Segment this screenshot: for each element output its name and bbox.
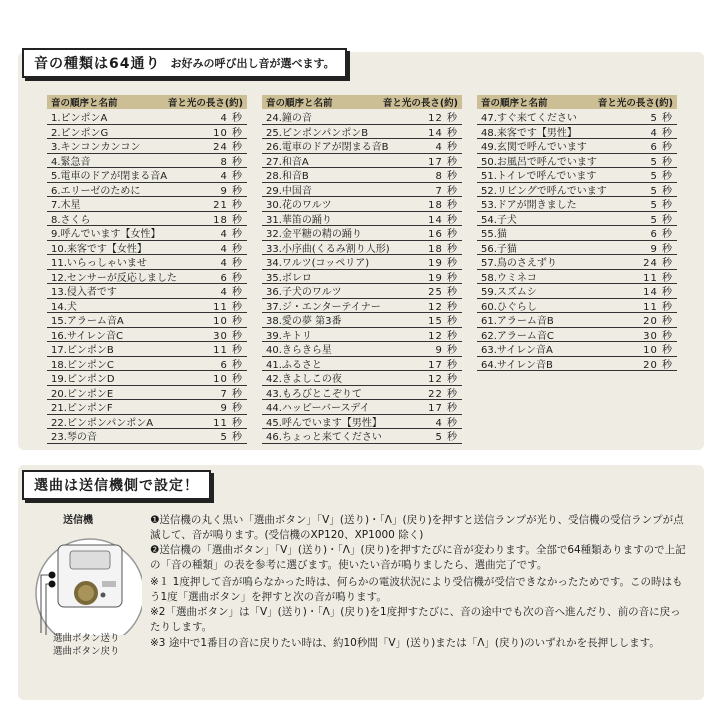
sound-row xyxy=(477,255,677,270)
sound-length: 12 秒 xyxy=(428,374,458,386)
sound-row xyxy=(47,139,247,154)
table-header xyxy=(47,95,247,109)
sound-name: 41.ふるさと xyxy=(266,359,322,371)
sound-length: 18 秒 xyxy=(428,243,458,255)
sound-name: 32.金平糖の精の踊り xyxy=(266,229,362,241)
sound-length: 20 秒 xyxy=(643,359,673,371)
sound-name: 29.中国音 xyxy=(266,185,312,197)
transmitter-label: 送信機 xyxy=(63,515,93,526)
instruction-step-2: ❷送信機の「選曲ボタン」「V」(送り)・「Λ」(戻り)を押すたびに音が変わります。全部で64種類ありますので上記の「音の種類」の表を参考に選びます。使いたい音が鳴りましたら、選曲完了です。 xyxy=(150,544,686,571)
sound-name: 64.サイレン音B xyxy=(481,359,553,371)
sound-name: 42.きよしこの夜 xyxy=(266,374,342,386)
sound-row xyxy=(262,429,462,444)
sound-row xyxy=(47,226,247,241)
sound-row xyxy=(477,226,677,241)
table-header-name: 音の順序と名前 xyxy=(51,98,118,109)
sound-name: 23.琴の音 xyxy=(51,432,97,444)
sound-row xyxy=(262,183,462,198)
sound-name: 25.ピンポンパンポンB xyxy=(266,127,369,139)
sound-length: 4 秒 xyxy=(220,171,243,183)
sound-length: 10 秒 xyxy=(213,127,243,139)
sound-length: 14 秒 xyxy=(428,127,458,139)
sound-length: 18 秒 xyxy=(428,200,458,212)
sound-length: 5 秒 xyxy=(435,432,458,444)
sound-name: 11.いらっしゃいませ xyxy=(51,258,147,270)
sound-name: 56.子猫 xyxy=(481,243,517,255)
sound-row xyxy=(47,197,247,212)
sound-row xyxy=(47,212,247,227)
sound-row xyxy=(47,328,247,343)
sound-length: 10 秒 xyxy=(643,345,673,357)
table-header-name: 音の順序と名前 xyxy=(266,98,333,109)
sound-name: 58.ウミネコ xyxy=(481,272,537,284)
sound-row xyxy=(262,284,462,299)
sound-length: 5 秒 xyxy=(650,113,673,125)
sound-name: 24.鐘の音 xyxy=(266,113,312,125)
sound-length: 17 秒 xyxy=(428,403,458,415)
sound-name: 3.キンコンカンコン xyxy=(51,142,141,154)
sound-row xyxy=(262,110,462,125)
sound-length: 6 秒 xyxy=(650,229,673,241)
sound-name: 54.子犬 xyxy=(481,214,517,226)
sound-row xyxy=(47,429,247,444)
sound-name: 46.ちょっと来てください xyxy=(266,432,382,444)
sound-name: 6.エリーゼのために xyxy=(51,185,141,197)
sound-row xyxy=(262,226,462,241)
sound-row xyxy=(262,197,462,212)
sound-name: 27.和音A xyxy=(266,156,309,168)
table-header-length: 音と光の長さ(約) xyxy=(167,98,243,109)
sound-length: 8 秒 xyxy=(435,171,458,183)
sound-name: 61.アラーム音B xyxy=(481,316,554,328)
instruction-note-1: ※１ 1度押して音が鳴らなかった時は、何らかの電波状況により受信機が受信できなかったためです。この時はもう1度「選曲ボタン」を押すと次の音が鳴ります。 xyxy=(150,576,683,603)
sound-name: 47.すぐ来てください xyxy=(481,113,577,125)
sound-row xyxy=(262,357,462,372)
sound-name: 4.緊急音 xyxy=(51,156,91,168)
sound-name: 60.ひぐらし xyxy=(481,301,537,313)
table-header-length: 音と光の長さ(約) xyxy=(382,98,458,109)
sound-length: 22 秒 xyxy=(428,388,458,400)
sound-row xyxy=(477,357,677,372)
sound-length: 10 秒 xyxy=(213,316,243,328)
sound-name: 37.ジ・エンターテイナー xyxy=(266,301,381,313)
sound-table-3 xyxy=(477,95,677,371)
sound-name: 36.子犬のワルツ xyxy=(266,287,342,299)
sound-length: 4 秒 xyxy=(220,229,243,241)
sound-row xyxy=(262,386,462,401)
sound-length: 16 秒 xyxy=(428,229,458,241)
sound-row xyxy=(477,342,677,357)
sound-name: 34.ワルツ(コッペリア) xyxy=(266,258,370,270)
sound-row xyxy=(47,299,247,314)
sound-length: 19 秒 xyxy=(428,258,458,270)
sound-length: 5 秒 xyxy=(650,171,673,183)
sound-row xyxy=(262,139,462,154)
sound-length: 12 秒 xyxy=(428,330,458,342)
instruction-note-2: ※2「選曲ボタン」は「V」(送り)・「Λ」(戻り)を1度押すたびに、音の途中でも次の音へ進んだり、前の音に戻ったりします。 xyxy=(150,606,681,633)
sound-length: 4 秒 xyxy=(220,287,243,299)
sound-row xyxy=(47,110,247,125)
sound-name: 44.ハッピーバースデイ xyxy=(266,403,370,415)
sound-name: 13.侵入者です xyxy=(51,287,117,299)
sound-row xyxy=(47,270,247,285)
sound-row xyxy=(262,255,462,270)
sound-length: 5 秒 xyxy=(220,432,243,444)
sound-length: 4 秒 xyxy=(435,142,458,154)
sound-row xyxy=(477,168,677,183)
sound-row xyxy=(47,415,247,430)
sound-length: 20 秒 xyxy=(643,316,673,328)
sound-types-header xyxy=(22,48,347,78)
sound-name: 12.センサーが反応しました xyxy=(51,272,177,284)
sound-length: 9 秒 xyxy=(650,243,673,255)
power-icon xyxy=(101,593,106,598)
sound-length: 11 秒 xyxy=(643,301,673,313)
sound-name: 59.スズムシ xyxy=(481,287,537,299)
sound-row xyxy=(262,241,462,256)
sound-length: 7 秒 xyxy=(220,388,243,400)
call-button-inner-icon xyxy=(78,585,94,601)
sound-name: 8.さくら xyxy=(51,214,91,226)
sound-length: 9 秒 xyxy=(220,403,243,415)
sound-name: 45.呼んでいます【男性】 xyxy=(266,417,382,429)
sound-length: 8 秒 xyxy=(220,156,243,168)
sound-row xyxy=(47,342,247,357)
sound-length: 21 秒 xyxy=(213,200,243,212)
sound-length: 6 秒 xyxy=(220,359,243,371)
sound-row xyxy=(47,284,247,299)
sound-length: 15 秒 xyxy=(428,316,458,328)
sound-row xyxy=(47,255,247,270)
sound-name: 26.電車のドアが閉まる音B xyxy=(266,142,389,154)
sound-row xyxy=(47,357,247,372)
sound-length: 5 秒 xyxy=(650,185,673,197)
sound-length: 30 秒 xyxy=(643,330,673,342)
sound-types-subtitle: お好みの呼び出し音が選べます。 xyxy=(170,57,335,70)
sound-name: 31.華笛の踊り xyxy=(266,214,332,226)
sound-row xyxy=(262,168,462,183)
table-header xyxy=(262,95,462,109)
sound-length: 17 秒 xyxy=(428,156,458,168)
sound-name: 16.サイレン音C xyxy=(51,330,123,342)
sound-length: 12 秒 xyxy=(428,301,458,313)
sound-length: 18 秒 xyxy=(213,214,243,226)
sound-name: 40.きらきら星 xyxy=(266,345,332,357)
sound-row xyxy=(47,371,247,386)
sound-name: 48.来客です【男性】 xyxy=(481,127,577,139)
sound-name: 9.呼んでいます【女性】 xyxy=(51,229,161,241)
sound-name: 35.ボレロ xyxy=(266,272,312,284)
sound-row xyxy=(477,284,677,299)
transmitter-window xyxy=(70,551,110,569)
model-plate-icon xyxy=(102,581,116,587)
sound-length: 24 秒 xyxy=(213,142,243,154)
sound-name: 1.ピンポンA xyxy=(51,113,108,125)
sound-name: 19.ピンポンD xyxy=(51,374,115,386)
sound-row xyxy=(477,125,677,140)
sound-row xyxy=(47,183,247,198)
sound-types-title: 音の種類は64通り xyxy=(34,56,161,72)
sound-row xyxy=(47,241,247,256)
setup-header xyxy=(22,470,211,500)
sound-row xyxy=(47,400,247,415)
sound-name: 62.アラーム音C xyxy=(481,330,554,342)
sound-row xyxy=(262,125,462,140)
sound-length: 14 秒 xyxy=(643,287,673,299)
sound-row xyxy=(262,299,462,314)
sound-length: 12 秒 xyxy=(428,113,458,125)
sound-length: 11 秒 xyxy=(213,301,243,313)
sound-length: 11 秒 xyxy=(643,272,673,284)
sound-row xyxy=(262,154,462,169)
sound-length: 9 秒 xyxy=(220,185,243,197)
instruction-step-1: ❶送信機の丸く黒い「選曲ボタン」「V」(送り)・「Λ」(戻り)を押すと送信ランプが光り、受信機の受信ランプが点滅して、音が鳴ります。(受信機のXP120、XP1000 除く) xyxy=(150,514,684,541)
sound-name: 2.ピンポンG xyxy=(51,127,109,139)
sound-name: 50.お風呂で呼んでいます xyxy=(481,156,597,168)
sound-name: 33.小序曲(くるみ割り人形) xyxy=(266,243,390,255)
sound-row xyxy=(477,154,677,169)
sound-row xyxy=(47,386,247,401)
sound-length: 10 秒 xyxy=(213,374,243,386)
sound-length: 7 秒 xyxy=(435,185,458,197)
sound-row xyxy=(477,197,677,212)
transmitter-illustration xyxy=(30,525,142,635)
sound-name: 52.リビングで呼んでいます xyxy=(481,185,607,197)
table-header-length: 音と光の長さ(約) xyxy=(597,98,673,109)
sound-row xyxy=(47,313,247,328)
sound-row xyxy=(262,328,462,343)
sound-name: 20.ピンポンE xyxy=(51,388,114,400)
sound-row xyxy=(477,183,677,198)
sound-name: 57.鳥のさえずり xyxy=(481,258,557,270)
sound-length: 5 秒 xyxy=(650,156,673,168)
sound-name: 51.トイレで呼んでいます xyxy=(481,171,597,183)
sound-row xyxy=(477,270,677,285)
sound-name: 28.和音B xyxy=(266,171,309,183)
instruction-note-3: ※3 途中で1番目の音に戻りたい時は、約10秒間「V」(送り)または「Λ」(戻り)のいずれかを長押しします。 xyxy=(150,637,660,649)
sound-length: 30 秒 xyxy=(213,330,243,342)
sound-length: 6 秒 xyxy=(650,142,673,154)
sound-length: 19 秒 xyxy=(428,272,458,284)
sound-length: 6 秒 xyxy=(220,272,243,284)
sound-table-1 xyxy=(47,95,247,444)
sound-name: 55.猫 xyxy=(481,229,507,241)
sound-length: 4 秒 xyxy=(220,243,243,255)
sound-name: 63.サイレン音A xyxy=(481,345,553,357)
sound-name: 18.ピンポンC xyxy=(51,359,114,371)
sound-name: 39.キトリ xyxy=(266,330,312,342)
sound-row xyxy=(477,139,677,154)
sound-name: 15.アラーム音A xyxy=(51,316,124,328)
sound-row xyxy=(477,212,677,227)
table-header xyxy=(477,95,677,109)
sound-row xyxy=(477,241,677,256)
sound-row xyxy=(262,212,462,227)
sound-name: 38.愛の夢 第3番 xyxy=(266,316,342,328)
table-header-name: 音の順序と名前 xyxy=(481,98,548,109)
sound-row xyxy=(262,415,462,430)
setup-title: 選曲は送信機側で設定！ xyxy=(34,478,199,494)
sound-name: 17.ピンポンB xyxy=(51,345,114,357)
sound-name: 14.犬 xyxy=(51,301,77,313)
sound-row xyxy=(47,168,247,183)
sound-length: 11 秒 xyxy=(213,345,243,357)
sound-name: 30.花のワルツ xyxy=(266,200,332,212)
sound-name: 5.電車のドアが閉まる音A xyxy=(51,171,168,183)
sound-name: 22.ピンポンパンポンA xyxy=(51,417,154,429)
sound-row xyxy=(262,371,462,386)
sound-length: 4 秒 xyxy=(650,127,673,139)
sound-length: 5 秒 xyxy=(650,200,673,212)
sound-row xyxy=(47,125,247,140)
sound-name: 53.ドアが開きました xyxy=(481,200,577,212)
sound-name: 7.木星 xyxy=(51,200,81,212)
sound-length: 4 秒 xyxy=(435,417,458,429)
sound-length: 14 秒 xyxy=(428,214,458,226)
sound-row xyxy=(477,328,677,343)
sound-length: 11 秒 xyxy=(213,417,243,429)
sound-length: 24 秒 xyxy=(643,258,673,270)
sound-row xyxy=(47,154,247,169)
sound-length: 4 秒 xyxy=(220,258,243,270)
sound-row xyxy=(262,400,462,415)
sound-length: 4 秒 xyxy=(220,113,243,125)
sound-name: 49.玄関で呼んでいます xyxy=(481,142,587,154)
sound-length: 5 秒 xyxy=(650,214,673,226)
sound-row xyxy=(262,313,462,328)
sound-row xyxy=(262,342,462,357)
sound-row xyxy=(477,313,677,328)
sound-name: 21.ピンポンF xyxy=(51,403,113,415)
sound-length: 9 秒 xyxy=(435,345,458,357)
select-next-label: 選曲ボタン送り xyxy=(53,633,120,644)
sound-row xyxy=(262,270,462,285)
select-prev-label: 選曲ボタン戻り xyxy=(53,646,120,657)
sound-row xyxy=(477,299,677,314)
sound-length: 25 秒 xyxy=(428,287,458,299)
sound-table-2 xyxy=(262,95,462,444)
sound-row xyxy=(477,110,677,125)
sound-name: 43.もろびとこぞりて xyxy=(266,388,362,400)
sound-name: 10.来客です【女性】 xyxy=(51,243,147,255)
sound-length: 17 秒 xyxy=(428,359,458,371)
